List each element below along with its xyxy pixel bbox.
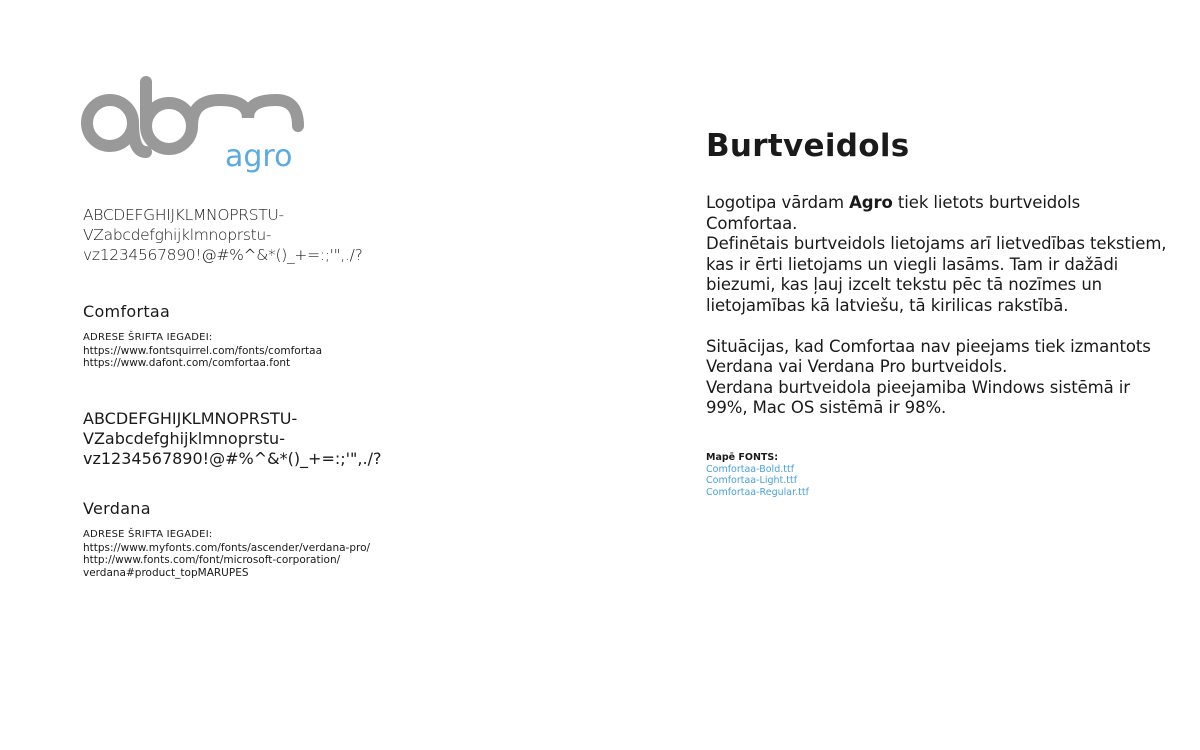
sample-line: ABCDEFGHIJKLMNOPRSTU- — [83, 409, 298, 428]
sample-line: vz1234567890!@#%^&*()_+=:;'",./? — [83, 246, 363, 264]
purchase-label: ADRESE ŠRIFTA IEGADEI: — [83, 332, 213, 343]
comfortaa-purchase-note — [83, 332, 322, 370]
purchase-link[interactable]: https://www.dafont.com/comfortaa.font — [83, 357, 291, 369]
paragraph-fallback: Situācijas, kad Comfortaa nav pieejams tiek izmantots Verdana vai Verdana Pro burtveidols. — [706, 336, 1151, 376]
page-title: Burtveidols — [706, 128, 910, 164]
logo-letter-m — [192, 100, 298, 126]
comfortaa-glyph-sample — [83, 205, 413, 265]
purchase-link[interactable]: verdana#product_topMARUPES — [83, 566, 249, 579]
folder-label: Mapē FONTS: — [706, 452, 779, 463]
sample-line: VZabcdefghijklmnoprstu- — [83, 226, 272, 244]
logo-word-agro: agro — [225, 139, 293, 174]
font-files-list — [706, 452, 809, 498]
abm-agro-logo — [80, 74, 310, 174]
logo-letter-b-bowl — [146, 103, 192, 149]
purchase-link[interactable]: https://www.myfonts.com/fonts/ascender/verdana-pro/ — [83, 541, 371, 554]
sample-line: vz1234567890!@#%^&*()_+=:;'",./? — [83, 449, 382, 468]
paragraph-availability: Verdana burtveidola pieejamiba Windows sistēmā ir 99%, Mac OS sistēmā ir 98%. — [706, 377, 1130, 417]
font-file-link[interactable]: Comfortaa-Light.ttf — [706, 475, 798, 486]
logo-letter-a-bowl — [87, 100, 133, 146]
comfortaa-font-name: Comfortaa — [83, 302, 171, 321]
font-file-link[interactable]: Comfortaa-Regular.ttf — [706, 486, 809, 498]
font-file-link[interactable]: Comfortaa-Bold.ttf — [706, 463, 795, 475]
purchase-label: ADRESE ŠRIFTA IEGADEI: — [83, 529, 213, 540]
verdana-purchase-note — [83, 529, 370, 579]
sample-line: VZabcdefghijklmnoprstu- — [83, 429, 285, 448]
verdana-glyph-sample — [83, 409, 423, 469]
purchase-link[interactable]: http://www.fonts.com/font/microsoft-corporation/ — [83, 554, 341, 566]
paragraph-usage: Definētais burtveidols lietojams arī lietvedības tekstiem, kas ir ērti lietojams un viegli lasāms. Tam ir dažādi biezumi, kas ļauj izcelt tekstu pēc tā nozīmes un lietojamības kā latviešu, tā kirilicas rakstībā. — [706, 234, 1167, 315]
agro-emphasis: Agro — [849, 193, 893, 212]
typeface-description — [706, 193, 1176, 419]
paragraph-agro: Logotipa vārdam Agro tiek lietots burtveidols Comfortaa. — [706, 193, 1081, 233]
logo-mark — [80, 74, 310, 174]
sample-line: ABCDEFGHIJKLMNOPRSTU- — [83, 206, 284, 224]
purchase-link[interactable]: https://www.fontsquirrel.com/fonts/comfortaa — [83, 344, 323, 357]
verdana-font-name: Verdana — [83, 499, 151, 518]
